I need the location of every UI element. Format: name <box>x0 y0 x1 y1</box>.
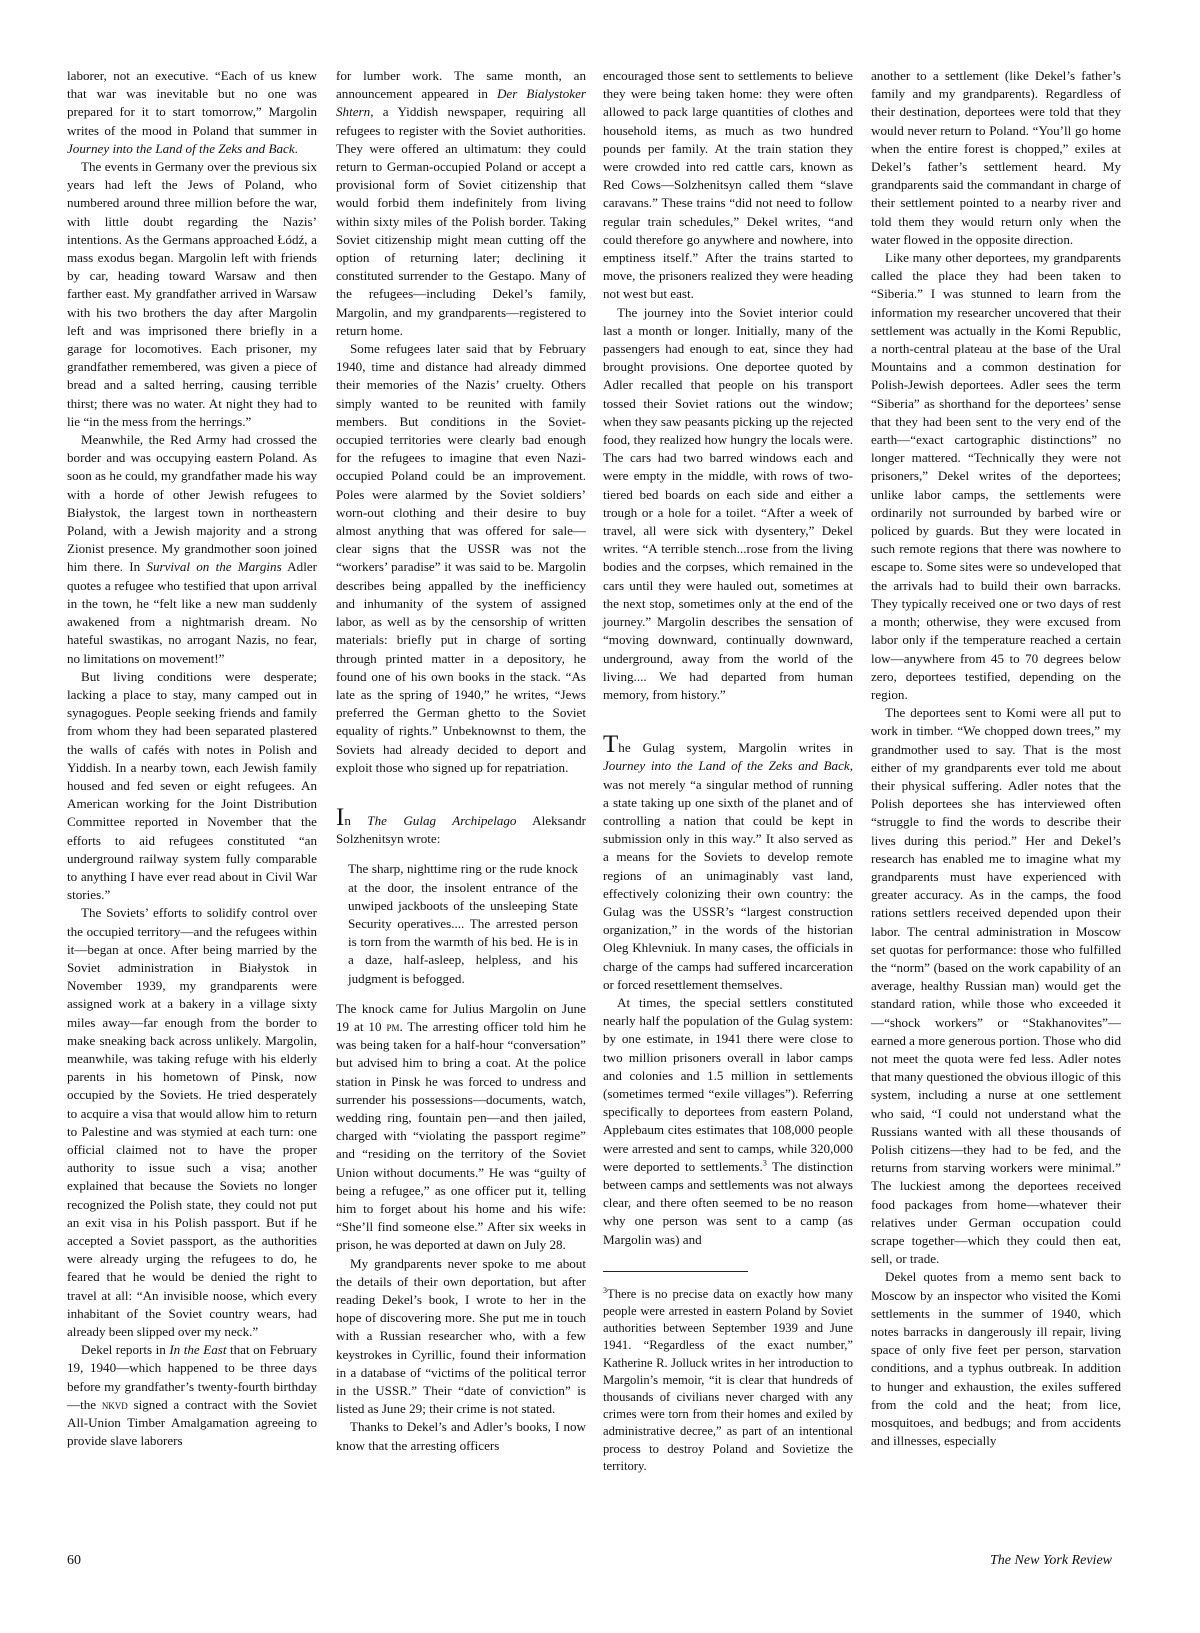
body-paragraph: another to a settlement (like Dekel’s father’s family and my grandparents). Regardless of their destination, deportees were told that they would never return to Poland. “You’ll go home when the entire forest is chopped,” exiles at Dekel’s father’s settlement heard. My grandparents said the commandant in charge of their settlement pointed to a nearby river and told them they would return only when the water flowed in the opposite direction. <box>871 68 1121 247</box>
footnote-text: $^3$There is no precise data on exactly how many people were arrested in eastern Poland by Soviet authorities between September 1939 and June 1941. “Regardless of the exact number,” Katherine R. Jolluck writes in her introduction to Margolin’s memoir, “it is clear that hundreds of thousands of civilians never charged with any crimes were torn from their homes and exiled by administrative decree,” as part of an intentional process to destroy Poland and Sovietize the territory. <box>603 1285 853 1473</box>
text-column-2 <box>336 67 586 1455</box>
body-paragraph: The Soviets’ efforts to solidify control over the occupied territory—and the refugees within it—began at once. After being married by the Soviet administration in Białystok in November 1939, my grandparents were assigned work at a bakery in a village sixty miles away—far enough from the border to make sneaking back across unlikely. Margolin, meanwhile, was taking refuge with his elderly parents in his hometown of Pinsk, now occupied by the Soviets. He tried desperately to acquire a visa that would allow him to return to Palestine and was stymied at each turn: one official claimed not to have the proper authority to issue such a visa; another explained that because the Soviets no longer recognized the Polish state, they could not put an exit visa in his Polish passport. But if he accepted a Soviet passport, as the authorities were already urging the refugees to do, he feared that he would be denied the right to travel at all: “An invisible noose, which every inhabitant of the Soviet country wears, had already been slipped over my neck.” <box>67 905 317 1340</box>
body-paragraph: Meanwhile, the Red Army had crossed the border and was occupying eastern Poland. As soon as he could, my grandfather made his way with a horde of other Jewish refugees to Białystok, the largest town in northeastern Poland, with a Jewish majority and a strong Zionist presence. My grandmother soon joined him there. In Survival on the Margins Adler quotes a refugee who testified that upon arrival in the town, he “felt like a new man suddenly awakened from a nightmarish dream. No hateful swastikas, no arrogant Nazis, no fear, no limitations on movement!” <box>67 432 317 666</box>
body-paragraph: The events in Germany over the previous six years had left the Jews of Poland, who numbered around three million before the war, with little doubt regarding the Nazis’ intentions. As the Germans approached Łódź, a mass exodus began. Margolin left with friends by car, heading toward Warsaw and then farther east. My grandfather arrived in Warsaw with his two brothers the day after Margolin left and was imprisoned there briefly in a garage for locomotives. Each prisoner, my grandfather remembered, was given a piece of bread and a salted herring, causing terrible thirst; there was no water. At night they had to lie “in the mess from the herrings.” <box>67 159 317 429</box>
body-paragraph: The journey into the Soviet interior could last a month or longer. Initially, many of the passengers had enough to eat, since they had brought provisions. One deportee quoted by Adler recalled that people on his transport tossed their Soviet rations out the window; when they saw peasants picking up the rejected food, they realized how hungry the locals were. The cars had two barred windows each and were empty in the middle, with rows of two-tiered bed boards on each side and either a trough or a hole for a toilet. “After a week of travel, all were sick with dysentery,” Dekel writes. “A terrible stench...rose from the living bodies and the corpses, which remained in the cars until they were hauled out, sometimes at the next stop, sometimes only at the end of the journey.” Margolin describes the sensation of “moving downward, continually downward, underground, away from the world of the living.... We had departed from human memory, from history.” <box>603 304 853 702</box>
body-paragraph: The knock came for Julius Margolin on June 19 at 10 pm. The arresting officer told him he was being taken for a half-hour “conversation” but advised him to bring a coat. At the police station in Pinsk he was forced to undress and surrender his possessions—documents, watch, wedding ring, fountain pen—and then jailed, charged with “violating the passport regime” and “residing on the territory of the Soviet Union without documents.” He was “guilty of being a refugee,” as one officer put it, telling him to forget about his home and his wife: “She’ll find someone else.” After six weeks in prison, he was deported at dawn on July 28. <box>336 1000 586 1253</box>
body-paragraph: Thanks to Dekel’s and Adler’s books, I now know that the arresting officers <box>336 1419 586 1453</box>
body-paragraph: laborer, not an executive. “Each of us knew that war was inevitable but no one was prepared for it to start tomorrow,” Margolin writes of the mood in Poland that summer in Journey into the Land of the Zeks and Back. <box>67 68 317 156</box>
body-paragraph: At times, the special settlers constituted nearly half the population of the Gulag system: by one estimate, in 1941 there were close to two million prisoners overall in labor camps and colonies and 1.5 million in settlements (sometimes termed “exile villages”). Referring specifically to deportees from eastern Poland, Applebaum cites estimates that 108,000 people were arrested and sent to camps, while 320,000 were deported to settlements.$^3$ The distinction between camps and settlements was not always clear, and there often seemed to be no reason why one person was sent to a camp (as Margolin was) and <box>603 994 854 1247</box>
text-column-3 <box>603 67 853 1475</box>
body-paragraph: In The Gulag Archipelago Aleksandr Solzhenitsyn wrote: <box>336 803 586 847</box>
footnote <box>603 1286 853 1475</box>
body-paragraph: Dekel quotes from a memo sent back to Moscow by an inspector who visited the Komi settlements in the summer of 1940, which notes barracks in dangerously ill repair, living space of only five feet per person, starvation conditions, and a typhus outbreak. In addition to hunger and exhaustion, the exiles suffered from the cold and the heat; from lice, mosquitoes, and bedbugs; and from accidents and illnesses, especially <box>871 1269 1121 1449</box>
text-column-4 <box>871 67 1121 1450</box>
footnote-rule <box>603 1271 748 1272</box>
body-paragraph: Dekel reports in In the East that on February 19, 1940—which happened to be three days before my grandfather’s twenty-fourth birthday—the nkvd signed a contract with the Soviet All-Union Timber Amalgamation agreeing to provide slave laborers <box>67 1342 317 1449</box>
publication-name: The New York Review <box>990 1553 1112 1568</box>
text-column-1 <box>67 67 317 1450</box>
body-paragraph: for lumber work. The same month, an announcement appeared in Der Bialystoker Shtern, a Yiddish newspaper, requiring all refugees to register with the Soviet authorities. They were offered an ultimatum: they could return to German-occupied Poland or accept a provisional form of Soviet citizenship that would forbid them indefinitely from living within sixty miles of the Polish border. Taking Soviet citizenship might mean cutting off the option of returning later; declining it constituted surrender to the Gestapo. Many of the refugees—including Dekel’s family, Margolin, and my grandparents—registered to return home. <box>336 68 586 338</box>
body-paragraph: But living conditions were desperate; lacking a place to stay, many camped out in synagogues. People seeking friends and family from whom they had been separated plastered the walls of cafés with notes in Polish and Yiddish. In a nearby town, each Jewish family housed and fed seven or eight refugees. An American working for the Joint Distribution Committee reported in November that the efforts to aid refugees constituted “an underground railway system fully comparable to anything I have ever read about in Civil War stories.” <box>67 668 317 903</box>
body-paragraph: The deportees sent to Komi were all put to work in timber. “We chopped down trees,” my grandmother used to say. That is the most either of my grandparents ever told me about their physical suffering. Adler notes that the Polish deportees she has interviewed often “struggle to find the words to describe their lives during this period.” Her and Dekel’s research has enabled me to imagine what my grandparents must have experienced with greater accuracy. As in the camps, the food rations settlers received depended upon their labor. The central administration in Moscow set quotas for performance: those who fulfilled the “norm” (based on the work capability of an average, healthy Russian man) would get the standard ration, while those who exceeded it—“shock workers” or “Stakhanovites”—earned a more generous portion. Those who did not meet the quota were fed less. Adler notes that many questioned the obvious illogic of this system, including a nurse at one settlement who said, “I could not understand what the Russians wanted with all these thousands of Polish citizens—they had to be fed, and the returns from starving workers were minimal.” The luckiest among the deportees received food packages from home—whatever their relatives under German occupation could scrape together—which they could then eat, sell, or trade. <box>871 705 1121 1267</box>
body-paragraph: My grandparents never spoke to me about the details of their own deportation, but after reading Dekel’s book, I wrote to her in the hope of discovering more. She put me in touch with a Russian researcher who, with a few keystrokes in Cyrillic, found their information in a database of “victims of the political terror in the USSR.” Their “date of conviction” is listed as June 29; their crime is not stated. <box>336 1255 586 1417</box>
body-paragraph: encouraged those sent to settlements to believe they were being taken home: they were often allowed to pack large quantities of clothes and household items, as much as two hundred pounds per family. At the train station they were crowded into red cattle cars, known as Red Cows—Solzhenitsyn called them “slave caravans.” These trains “did not need to follow regular train schedules,” Dekel writes, “and could therefore go anywhere and nowhere, into emptiness itself.” After the trains started to move, the prisoners realized they were heading not west but east. <box>603 68 853 302</box>
block-quote: The sharp, nighttime ring or the rude knock at the door, the insolent entrance of the unwiped jackboots of the unsleeping State Security operatives.... The arrested person is torn from the warmth of his bed. He is in a daze, half-asleep, helpless, and his judgment is befogged. <box>348 861 578 986</box>
body-paragraph: Some refugees later said that by February 1940, time and distance had already dimmed their memories of the Nazis’ cruelty. Others simply wanted to be reunited with family members. But conditions in the Soviet-occupied territories were clearly bad enough for the refugees to imagine that even Nazi-occupied Poland could be an improvement. Poles were alarmed by the Soviet soldiers’ worn-out clothing and their desire to buy almost anything that was offered for sale—clear signs that the USSR was not the “workers’ paradise” it was said to be. Margolin describes being appalled by the inefficiency and inhumanity of the system of assigned labor, as well as by the censorship of written materials: briefly put in charge of sorting through printed matter in a depository, he found one of his own books in the stack. “As late as the spring of 1940,” he writes, “Jews preferred the German ghetto to the Soviet equality of rights.” Unbeknownst to them, the Soviets had already decided to deport and exploit those who signed up for repatriation. <box>336 341 586 775</box>
body-paragraph: Like many other deportees, my grandparents called the place they had been taken to “Siberia.” I was stunned to learn from the information my researcher uncovered that their settlement was actually in the Komi Republic, a north-central plateau at the base of the Ural Mountains and a common destination for Polish-Jewish deportees. Adler sees the term “Siberia” as shorthand for the deportees’ sense that they had been sent to the very end of the earth—“exact cartographic distinctions” no longer mattered. “Technically they were not prisoners,” Dekel writes of the deportees; unlike labor camps, the settlements were ordinarily not surrounded by barbed wire or policed by guards. But they were located in such remote regions that there was nowhere to escape to. Some sites were so undeveloped that the arrivals had to build their own barracks. They typically received one or two days of rest a month; otherwise, they were excused from labor only if the temperature reached a certain low—anywhere from 45 to 70 degrees below zero, deportees testified, depending on the region. <box>871 250 1121 702</box>
body-paragraph: The Gulag system, Margolin writes in Journey into the Land of the Zeks and Back, was not merely “a singular method of running a state taking up one sixth of the planet and of controlling a nation that could be kept in submission only in this way.” It also served as a means for the Soviets to develop remote regions of an unimaginably vast land, effectively colonizing their own country: the Gulag was the USSR’s “largest construction organization,” in the words of the historian Oleg Khlevniuk. In many cases, the officials in charge of the camps had suffered incarceration or forced resettlement themselves. <box>603 731 853 992</box>
page-number: 60 <box>67 1553 81 1568</box>
